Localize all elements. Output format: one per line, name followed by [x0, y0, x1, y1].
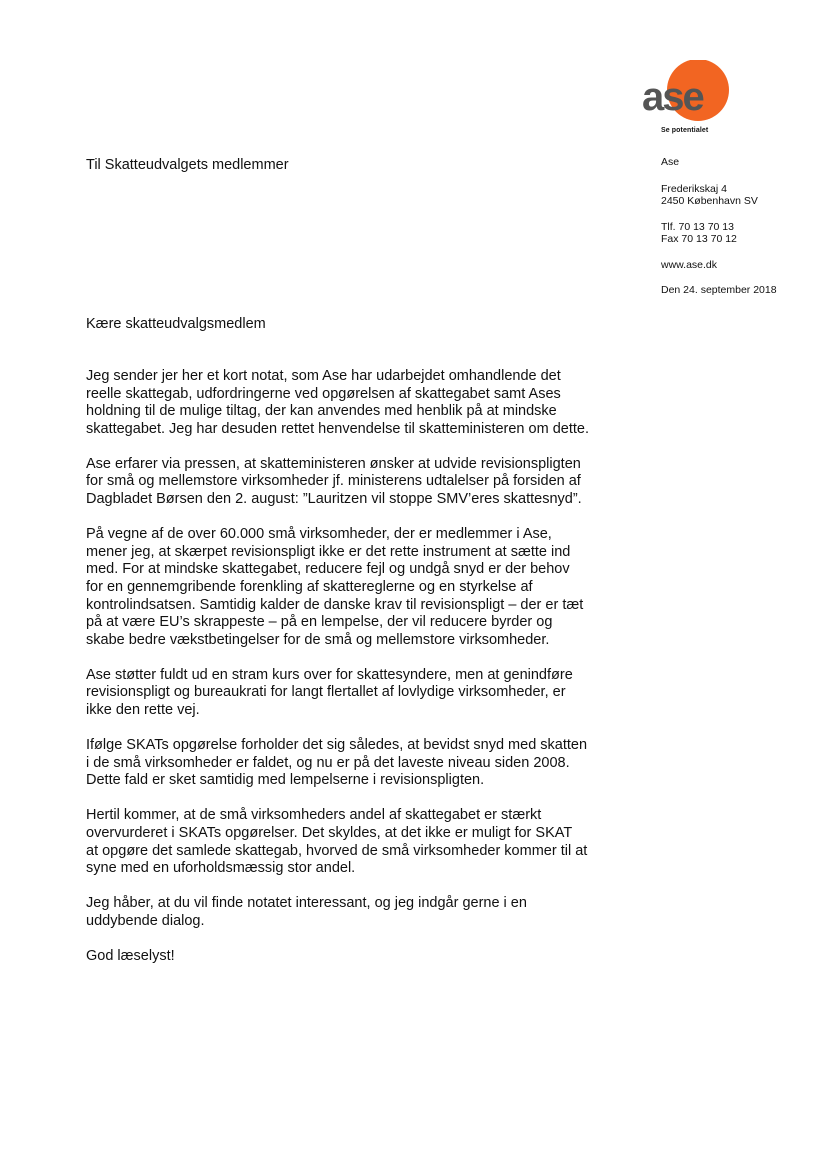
paragraph-line: Ase støtter fuldt ud en stram kurs over for skattesyndere, men at genindføre: [86, 666, 573, 683]
paragraph-line: overvurderet i SKATs opgørelser. Det skyldes, at det ikke er muligt for SKAT: [86, 824, 573, 841]
paragraph-line: Dette fald er sket samtidig med lempelserne i revisionspligten.: [86, 772, 485, 789]
paragraph-line: skabe bedre vækstbetingelser for de små og mellemstore virksomheder.: [86, 631, 550, 648]
body-paragraph: [86, 948, 646, 966]
paragraph-line: på at være EU’s skrappeste – på en lempelse, der vil reducere byrder og: [86, 614, 553, 631]
fax-line: Fax 70 13 70 12: [661, 233, 737, 245]
paragraph-line: På vegne af de over 60.000 små virksomheder, der er medlemmer i Ase,: [86, 526, 552, 543]
address-line: 2450 København SV: [661, 195, 758, 207]
paragraph-line: revisionspligt og bureaukrati for langt flertallet af lovlydige virksomheder, er: [86, 684, 566, 701]
paragraph-line: mener jeg, at skærpet revisionspligt ikke er det rette instrument at sætte ind: [86, 543, 571, 560]
paragraph-line: uddybende dialog.: [86, 912, 205, 929]
body-paragraph: [86, 667, 646, 720]
sender-info: [661, 156, 777, 310]
paragraph-line: med. For at mindske skattegabet, reducere fejl og undgå snyd er der behov: [86, 561, 570, 578]
paragraph-line: reelle skattegab, udfordringerne ved opgørelsen af skattegabet samt Ases: [86, 385, 561, 402]
letter-date: Den 24. september 2018: [661, 284, 777, 296]
paragraph-line: at opgøre det samlede skattegab, hvorved de små virksomheder kommer til at: [86, 842, 588, 859]
logo-tagline: Se potentialet: [661, 127, 709, 134]
sender-website: www.ase.dk: [661, 258, 718, 271]
recipient-line: Til Skatteudvalgets medlemmer: [86, 157, 289, 173]
paragraph-line: Ase erfarer via pressen, at skatteministeren ønsker at udvide revisionspligten: [86, 455, 581, 472]
sender-phone: [661, 221, 777, 246]
sender-address: [661, 183, 777, 208]
logo-text: ase: [642, 75, 703, 119]
address-line: Frederikskaj 4: [661, 182, 727, 195]
body-paragraph: [86, 737, 646, 790]
paragraph-line: ikke den rette vej.: [86, 702, 200, 718]
paragraph-line: Dagbladet Børsen den 2. august: ”Lauritzen vil stoppe SMV’eres skattesnyd”.: [86, 491, 582, 508]
salutation: Kære skatteudvalgsmedlem: [86, 316, 266, 332]
phone-line: Tlf. 70 13 70 13: [661, 220, 734, 233]
body-paragraph: [86, 368, 646, 438]
paragraph-line: skattegabet. Jeg har desuden rettet henvendelse til skatteministeren om dette.: [86, 420, 589, 437]
paragraph-line: kontrolindsatsen. Samtidig kalder de danske krav til revisionspligt – der er tæt: [86, 596, 584, 613]
paragraph-line: Hertil kommer, at de små virksomheders andel af skattegabet er stærkt: [86, 807, 542, 824]
paragraph-line: for små og mellemstore virksomheder jf. ministerens udtalelser på forsiden af: [86, 473, 581, 490]
paragraph-line: i de små virksomheder er faldet, og nu er på det laveste niveau siden 2008.: [86, 754, 570, 771]
body-paragraph: [86, 895, 646, 930]
paragraph-line: syne med en uforholdsmæssig stor andel.: [86, 860, 356, 877]
paragraph-line: Jeg sender jer her et kort notat, som Ase har udarbejdet omhandlende det: [86, 368, 561, 384]
body-paragraph: [86, 807, 646, 877]
paragraph-line: holdning til de mulige tiltag, der kan anvendes med henblik på at mindske: [86, 403, 557, 420]
body-paragraph: [86, 526, 646, 649]
paragraph-line: for en gennemgribende forenkling af skattereglerne og en styrkelse af: [86, 578, 533, 595]
sender-name: Ase: [661, 156, 680, 168]
letter-body: [86, 368, 646, 983]
body-paragraph: [86, 456, 646, 509]
paragraph-line: God læselyst!: [86, 947, 175, 964]
paragraph-line: Jeg håber, at du vil finde notatet interessant, og jeg indgår gerne i en: [86, 895, 527, 912]
paragraph-line: Ifølge SKATs opgørelse forholder det sig således, at bevidst snyd med skatten: [86, 737, 588, 754]
